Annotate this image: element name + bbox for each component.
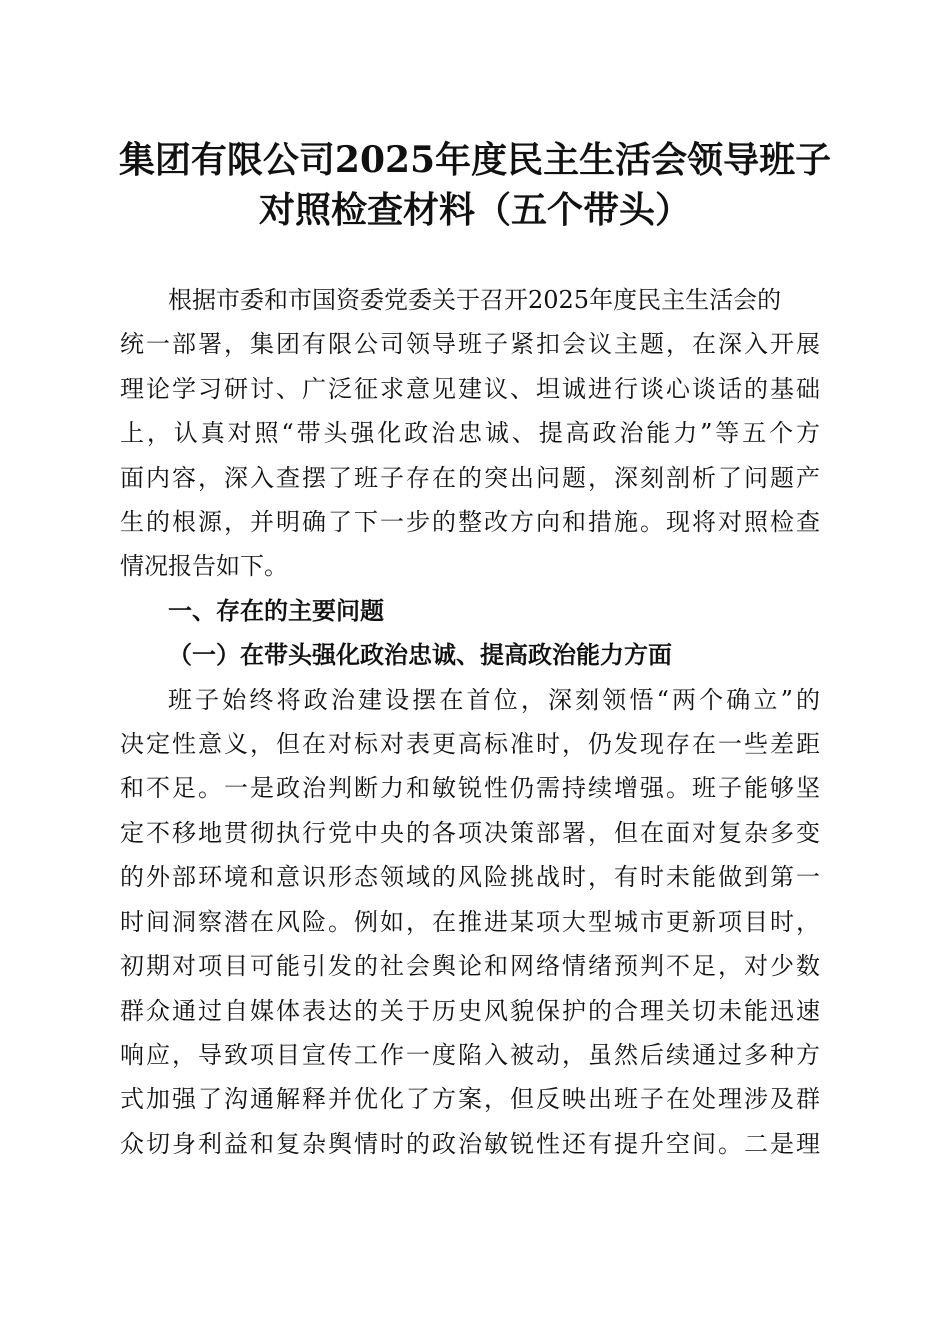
body-line: 决定性意义，但在对标对表更高标准时，仍发现存在一些差距 xyxy=(120,730,820,758)
body-line: 时间洞察潜在风险。例如，在推进某项大型城市更新项目时， xyxy=(120,908,820,936)
body-line: 众切身利益和复杂舆情时的政治敏锐性还有提升空间。二是理 xyxy=(120,1130,820,1158)
body-line: 响应，导致项目宣传工作一度陷入被动，虽然后续通过多种方 xyxy=(120,1041,820,1069)
document-title-line-1: 集团有限公司2025年度民主生活会领导班子 xyxy=(118,139,832,181)
body-line: 和不足。一是政治判断力和敏锐性仍需持续增强。班子能够坚 xyxy=(120,774,820,802)
section-heading: 一、存在的主要问题 xyxy=(168,597,384,625)
document-title-line-2: 对照检查材料（五个带头） xyxy=(258,189,691,231)
body-line: 的外部环境和意识形态领域的风险挑战时，有时未能做到第一 xyxy=(120,863,820,891)
intro-line: 面内容，深入查摆了班子存在的突出问题，深刻剖析了问题产 xyxy=(120,464,820,492)
subsection-heading: （一）在带头强化政治忠诚、提高政治能力方面 xyxy=(168,640,672,669)
intro-line: 情况报告如下。 xyxy=(120,552,288,580)
intro-line: 生的根源，并明确了下一步的整改方向和措施。现将对照检查 xyxy=(120,508,820,536)
body-line: 初期对项目可能引发的社会舆论和网络情绪预判不足，对少数 xyxy=(120,952,820,980)
intro-line: 理论学习研讨、广泛征求意见建议、坦诚进行谈心谈话的基础 xyxy=(120,375,820,403)
intro-line: 统一部署，集团有限公司领导班子紧扣会议主题，在深入开展 xyxy=(120,330,820,358)
intro-line: 根据市委和市国资委党委关于召开2025年度民主生活会的 xyxy=(168,286,782,314)
body-line: 群众通过自媒体表达的关于历史风貌保护的合理关切未能迅速 xyxy=(120,997,820,1025)
body-line: 式加强了沟通解释并优化了方案，但反映出班子在处理涉及群 xyxy=(120,1085,820,1113)
intro-line: 上，认真对照“带头强化政治忠诚、提高政治能力”等五个方 xyxy=(120,419,820,447)
body-line: 定不移地贯彻执行党中央的各项决策部署，但在面对复杂多变 xyxy=(120,819,820,847)
body-line: 班子始终将政治建设摆在首位，深刻领悟“两个确立”的 xyxy=(168,686,820,714)
